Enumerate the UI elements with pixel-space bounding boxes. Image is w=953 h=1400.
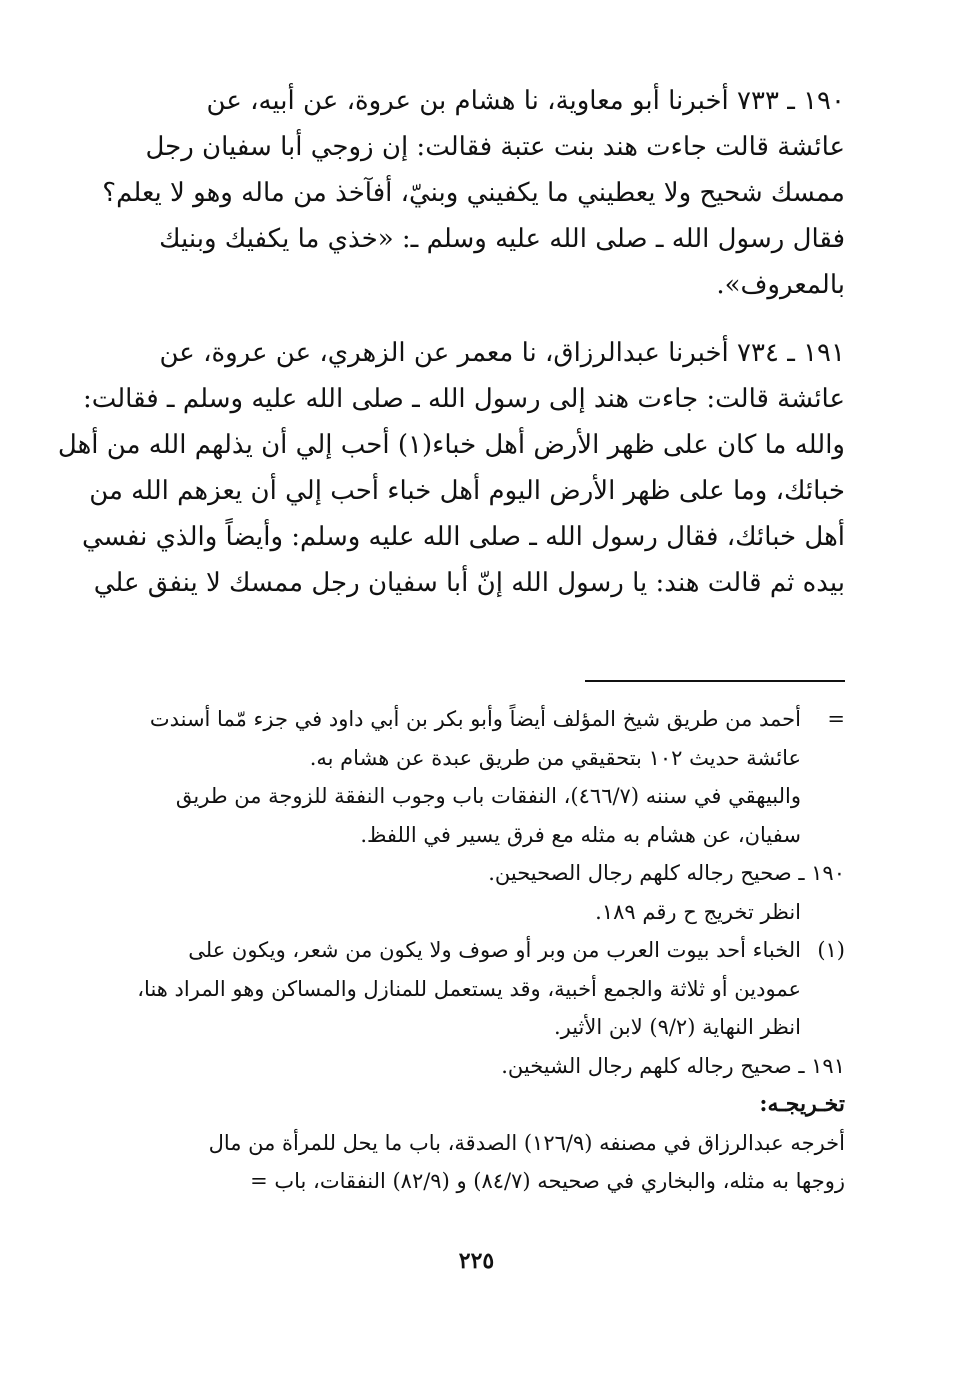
text-line: عائشة قالت جاءت هند بنت عتبة فقالت: إن زوجي أبا سفيان رجل: [145, 132, 845, 162]
text-line: أهل خبائك، فقال رسول الله ـ صلى الله عليه وسلم: وأيضاً والذي نفسي: [82, 522, 845, 552]
hadith-191: [57, 330, 845, 606]
footnote-line: سفيان، عن هشام به مثله مع فرق يسير في اللفظ.: [360, 822, 801, 847]
footnote-line: ١٩٠ ـ صحيح رجاله كلهم رجال الصحيحين.: [488, 861, 845, 885]
footnote-190: [140, 854, 845, 931]
takhrij-heading: تخـريجـه:: [759, 1091, 845, 1117]
footnote-line: والبيهقي في سننه (٤٦٦/٧)، النفقات باب وجوب النفقة للزوجة من طريق: [175, 784, 801, 808]
text-line: ١٩٠ ـ ٧٣٣ أخبرنا أبو معاوية، نا هشام بن عروة، عن أبيه، عن: [206, 86, 845, 116]
footnotes: [137, 700, 845, 1201]
text-line: بالمعروف».: [716, 270, 845, 300]
text-line: خبائك، وما على ظهر الأرض اليوم أهل خباء أحب إلي أن يعزهم الله من: [89, 476, 845, 506]
footnote-191: [140, 1047, 845, 1201]
text-line: ممسك شحيح ولا يعطيني ما يكفيني وبنيّ، أفآخذ من ماله وهو لا يعلم؟: [102, 178, 845, 208]
continuation-marker: =: [827, 707, 845, 731]
footnote-line: انظر تخريج ح رقم ١٨٩.: [595, 899, 801, 924]
footnote-marker: (١): [817, 938, 845, 962]
footnote-continuation: [140, 700, 845, 854]
text-line: عائشة قالت: جاءت هند إلى رسول الله ـ صلى الله عليه وسلم ـ فقالت:: [82, 384, 845, 414]
footnote-separator: [585, 680, 845, 682]
footnote-line: الخباء أحد بيوت العرب من وبر أو صوف ولا يكون من شعر، ويكون على: [188, 938, 801, 962]
text-line: ١٩١ ـ ٧٣٤ أخبرنا عبدالرزاق، نا معمر عن الزهري، عن عروة، عن: [159, 338, 845, 368]
footnote-line: عائشة حديث ١٠٢ بتحقيقي من طريق عبدة عن هشام به.: [309, 745, 801, 770]
footnote-line: ١٩١ ـ صحيح رجاله كلهم رجال الشيخين.: [501, 1053, 845, 1078]
page-number: ٢٢٥: [458, 1248, 495, 1274]
hadith-190: [102, 78, 845, 308]
footnote-line: زوجها به مثله، والبخاري في صحيحه (٨٤/٧) و (٨٢/٩) النفقات، باب =: [250, 1169, 845, 1193]
text-line: فقال رسول الله ـ صلى الله عليه وسلم ـ: «خذي ما يكفيك وبنيك: [159, 224, 845, 254]
footnote-line: أخرجه عبدالرزاق في مصنفه (١٢٦/٩) الصدقة، باب ما يحل للمرأة من مال: [208, 1130, 845, 1155]
footnote-line: أحمد من طريق شيخ المؤلف أيضاً وأبو بكر بن أبي داود في جزء مّما أسندت: [149, 707, 801, 731]
footnote-line: انظر النهاية (٩/٢) لابن الأثير.: [553, 1015, 801, 1039]
footnote-line: عمودين أو ثلاثة والجمع أخبية، وقد يستعمل للمنازل والمساكن وهو المراد هنا،: [137, 976, 801, 1001]
text-line: والله ما كان على ظهر الأرض أهل خباء(١) أحب إلي أن يذلهم الله من أهل: [57, 430, 845, 460]
text-line: بيده ثم قالت هند: يا رسول الله إنّ أبا سفيان رجل ممسك لا ينفق علي: [93, 568, 845, 598]
footnote-1: [137, 931, 845, 1047]
